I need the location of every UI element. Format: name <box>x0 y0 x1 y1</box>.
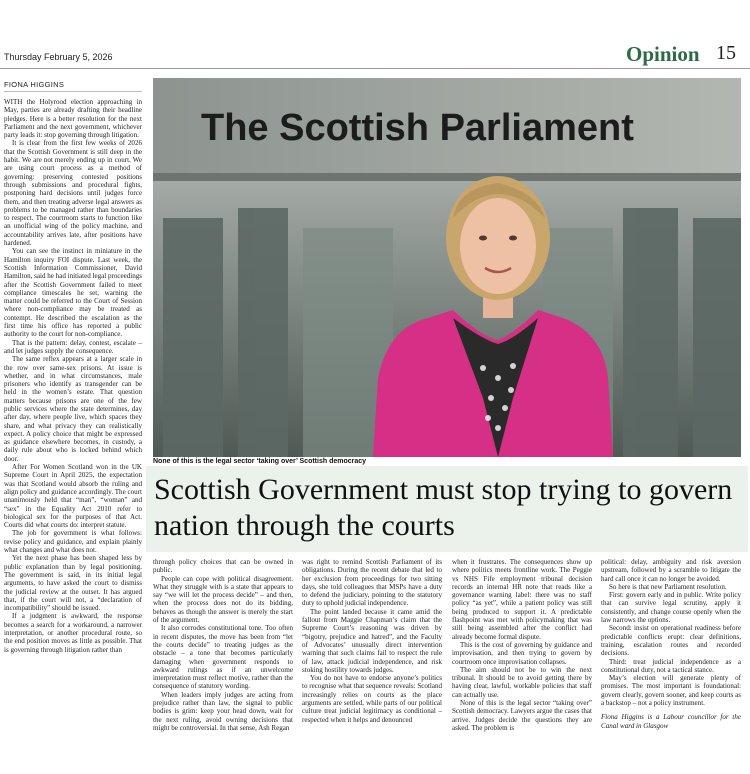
article-column-1 <box>4 98 142 766</box>
paragraph: WITH the Holyrood election approaching in May, parties are already drafting their headline pledges. Here is a better resolution for the next Parliament and the next government, whichever party leads it: stop governing through litigation. <box>4 98 142 140</box>
page-number: 15 <box>716 42 736 64</box>
paragraph: It also corrodes constitutional tone. Too often in recent disputes, the move has been from “let the courts decide” to treating judges as the obstacle – a tone that becomes particularly damaging when government responds to awkward rulings as if an unwelcome interpretation must reflect motive, rather than the consequence of statutory wording. <box>153 624 293 691</box>
paragraph: This is the cost of governing by guidance and improvisation, and then trying to govern by courtroom once improvisation collapses. <box>452 640 592 666</box>
paragraph: You can see the instinct in miniature in the Hamilton inquiry FOI dispute. Last week, the Scottish Information Commissioner, David Hamilton, said he had initiated legal proceedings after the Scottish Government failed to meet compliance timescales he set, warning the matter could be referred to the Court of Session where non-compliance may be treated as contempt. He described the escalation as the first time his office has reported a public authority to the court for non-compliance. <box>4 247 142 339</box>
article-column-3 <box>302 558 442 768</box>
building-sign-text: The Scottish Parliament <box>201 107 634 149</box>
paragraph: political: delay, ambiguity and risk aversion upstream, followed by a scramble to litigate the hard call once it can no longer be avoided. <box>601 558 741 583</box>
paragraph: The point landed because it came amid the fallout from Maggie Chapman’s claim that the Supreme Court’s reasoning was driven by “bigotry, prejudice and hatred”, and the Faculty of Advocates’ unusually direct intervention warning that such claims fail to respect the rule of law, attack judicial independence, and risk stoking hostility towards judges. <box>302 607 442 674</box>
article-column-4 <box>452 558 592 768</box>
paragraph: None of this is the legal sector “taking over” Scottish democracy. Lawyers argue the cases that arrive. Judges decide the questions they are asked. The problem is <box>452 699 592 732</box>
issue-date: Thursday February 5, 2026 <box>4 52 113 62</box>
parliament-portrait-image <box>153 78 741 457</box>
paragraph: When leaders imply judges are acting from prejudice rather than law, the signal to public bodies is grim: keep your head down, wait for the next ruling, avoid owning decisions that might be controversial. In that sense, Ash Regan <box>153 690 293 732</box>
headline: Scottish Government must stop trying to govern nation through the courts <box>146 466 748 552</box>
paragraph: May’s election will generate plenty of promises. The most important is foundational: govern clearly, govern sooner, and keep courts as a backstop – not a policy instrument. <box>601 674 741 708</box>
paragraph: The job for government is what follows: revise policy and guidance, and explain plainly what changes and what does not. <box>4 529 142 555</box>
byline-rule <box>4 91 142 92</box>
masthead-bar <box>0 40 750 66</box>
paragraph: The same reflex appears at a larger scale in the row over same-sex prisons. At issue is whether, and in what circumstances, male prisoners who identify as transgender can be held in the women’s estate. That question matters because prisons are one of the few public services where the state determines, day after day, where people live, which spaces they share, and what privacy they can realistically expect. A policy choice that might be expressed as guidance elsewhere becomes, in custody, a daily rule about who is locked behind which door. <box>4 355 142 463</box>
paragraph: People can cope with political disagreement. What they struggle with is a state that appears to say “we will let the process decide” – and then, when the process does not do its bidding, behaves as though the answer is merely the start of the argument. <box>153 574 293 625</box>
paragraph: You do not have to endorse anyone’s politics to recognise what that sequence reveals: Scotland increasingly relies on courts as the place arguments are settled, while parts of our political culture treat judicial legitimacy as conditional – respected when it helps and denounced <box>302 674 442 724</box>
paragraph: Second: insist on operational readiness before predictable conflicts erupt: clear definitions, training, escalation routes and recorded decisions. <box>601 624 741 658</box>
paragraph: when it frustrates. The consequences show up where politics meets frontline work. The Peggie vs NHS Fife employment tribunal decision records an internal HR note that reads like a governance warning label: there was no staff policy “as yet”, while a patient policy was still being produced to support it. A predictable flashpoint was met with policymaking that was still being assembled after the conflict had already become formal dispute. <box>452 558 592 641</box>
section-title: Opinion <box>626 42 700 66</box>
paragraph: It is clear from the first few weeks of 2026 that the Scottish Government is still deep in the habit. We are not merely ending up in court. We are using court process as a method of governing: preserving contested positions through submissions and procedural fights, postponing hard decisions until judges force them, and then treating adverse legal answers as problems to be managed rather than boundaries to respect. The courtroom starts to function like an unofficial wing of the policy machine, and accountability arrives late, after positions have hardened. <box>4 139 142 248</box>
photo-caption: None of this is the legal sector ‘taking over’ Scottish democracy <box>153 458 367 465</box>
paragraph: was right to remind Scottish Parliament of its obligations. During the recent debate that led to her exclusion from proceedings for two sitting days, she told colleagues that MSPs have a duty to defend the judiciary, pointing to the statutory duty to uphold judicial independence. <box>302 558 442 608</box>
paragraph: The aim should not be to win the next tribunal. It should be to avoid getting there by having clear, lawful, workable policies that staff can actually use. <box>452 665 592 699</box>
paragraph: If a judgment is awkward, the response becomes a search for a workaround, a narrower interpretation, or another procedural route, so the end position moves as little as possible. That is governing through litigation rather than <box>4 612 142 654</box>
header-rule <box>0 68 750 69</box>
article-photo <box>153 78 741 457</box>
author-signoff: Fiona Higgins is a Labour councillor for the Canal ward in Glasgow <box>601 713 741 730</box>
paragraph: Third: treat judicial independence as a constitutional duty, not a tactical stance. <box>601 657 741 674</box>
paragraph: So here is that new Parliament resolution. <box>609 582 727 591</box>
paragraph: That is the pattern: delay, contest, escalate – and let judges supply the consequence. <box>4 338 142 355</box>
paragraph: through policy choices that can be owned in public. <box>153 558 293 575</box>
paragraph: Yet the next phase has been shaped less by public explanation than by legal positioning. The government is said, in its initial legal arguments, to have asked the court to dismiss the judicial review at the outset. It has argued that, if the court will not, a “declaration of incompatibility” should be issued. <box>4 554 142 613</box>
article-column-2 <box>153 558 293 768</box>
paragraph: First: govern early and in public. Write policy that can survive legal scrutiny, apply it consistently, and change course openly when the law narrows the options. <box>601 591 741 625</box>
byline: FIONA HIGGINS <box>4 80 65 89</box>
article-column-5 <box>601 558 741 768</box>
paragraph: After For Women Scotland won in the UK Supreme Court in April 2025, the expectation was that Scotland would absorb the ruling and align policy and guidance accordingly. The court unanimously held that “man”, “woman” and “sex” in the Equality Act 2010 refer to biological sex for the purposes of that Act. Courts did what courts do: interpret statute. <box>4 463 142 530</box>
